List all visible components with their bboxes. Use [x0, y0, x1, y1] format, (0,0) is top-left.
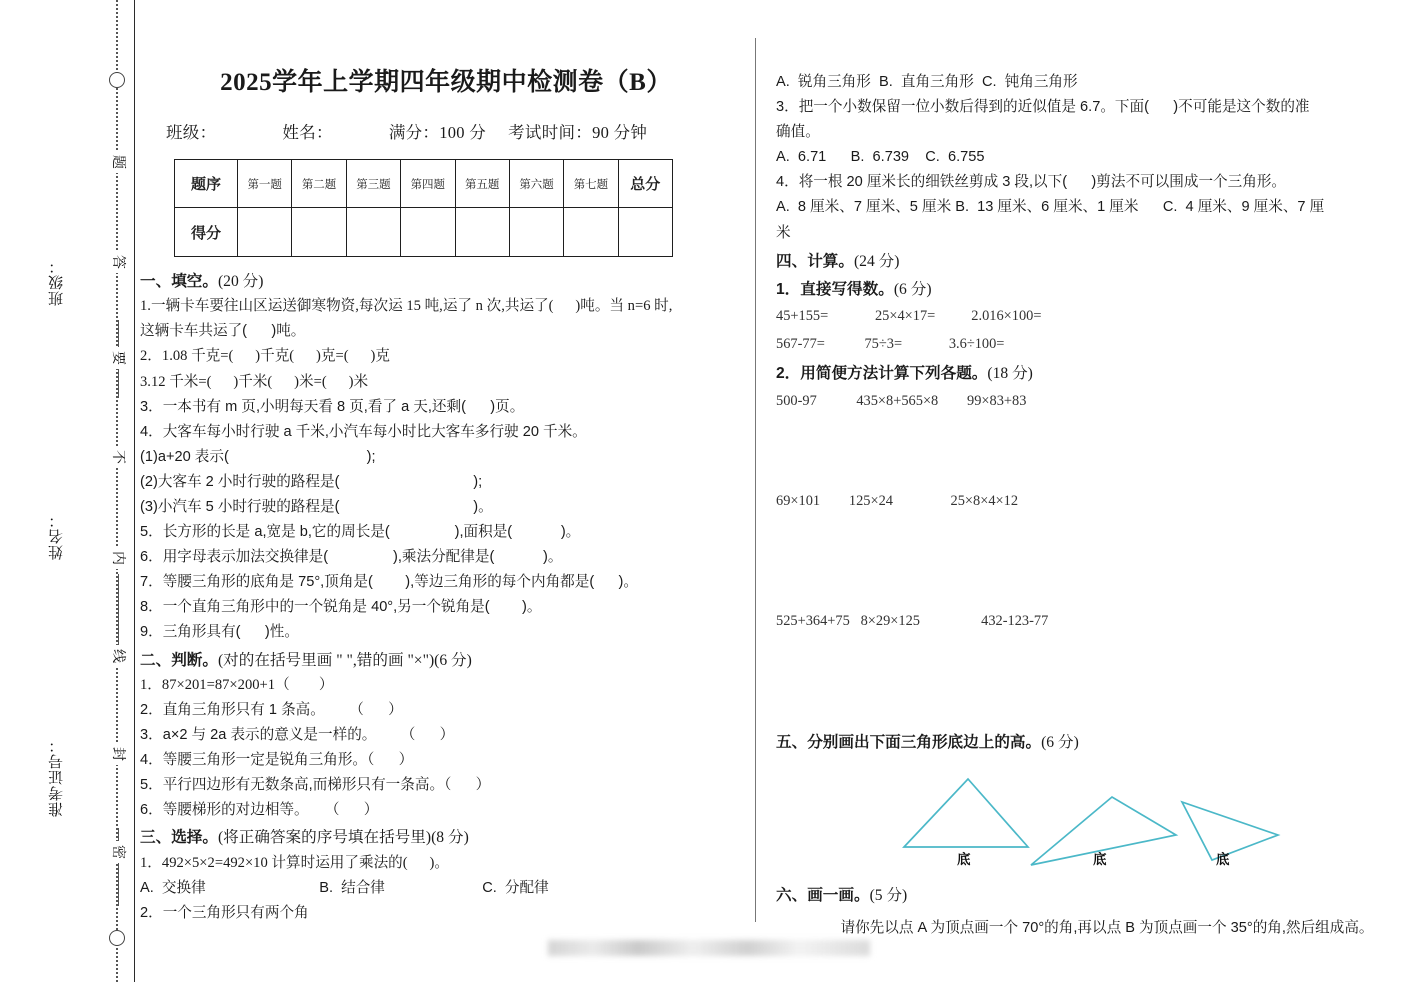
triangle-3	[1182, 802, 1278, 860]
seal-char-bu: 不	[107, 446, 127, 468]
exam-meta-row	[140, 119, 752, 143]
score-table-col-5: 第五题	[455, 160, 509, 208]
seal-char-da: 答	[107, 251, 127, 273]
q2-1: 1．87×201=87×200+1（ ）	[140, 676, 334, 693]
section-4-sub1-points: (6 分)	[893, 280, 932, 298]
seal-char-nei: 内	[107, 547, 127, 569]
calc-simple-row-1: 500-97 435×8+565×8 99×83+83	[776, 392, 1027, 409]
q3-4-options: A. 8 厘米、7 厘米、5 厘米 B. 13 厘米、6 厘米、1 厘米 C. 4 厘米、9 厘米、7 厘	[776, 199, 1325, 216]
q3-2-options: A. 锐角三角形 B. 直角三角形 C. 钝角三角形	[776, 74, 1078, 90]
score-cell-3[interactable]	[346, 208, 400, 257]
q1-4-3: (3)小汽车 5 小时行驶的路程是( )。	[140, 499, 493, 515]
calc-simple-row-2: 69×101 125×24 25×8×4×12	[776, 492, 1019, 509]
section-6-title: 六、画一画。	[776, 887, 870, 905]
score-table-row-header	[175, 160, 673, 208]
triangle-1-base-label: 底	[957, 852, 971, 868]
section-5-points: (6 分)	[1041, 733, 1079, 751]
section-4-points: (24 分)	[853, 252, 900, 270]
score-table-col-7: 第七题	[564, 160, 618, 208]
left-column	[140, 0, 752, 982]
meta-exam-time: 考试时间：90 分钟	[508, 123, 648, 142]
redacted-watermark	[548, 940, 870, 956]
score-table-col-1: 第一题	[238, 160, 292, 208]
section-6-points: (5 分)	[869, 887, 908, 905]
q1-1b: 这辆卡车共运了( )吨。	[140, 323, 306, 340]
left-question-body	[140, 269, 752, 926]
section-3-heading	[140, 825, 752, 850]
score-cell-4[interactable]	[401, 208, 455, 257]
q2-4: 4．等腰三角形一定是锐角三角形。（ ）	[140, 752, 414, 769]
meta-full-score: 满分：100 分	[388, 123, 487, 142]
seal-dashed-line	[116, 0, 118, 982]
score-cell-5[interactable]	[455, 208, 509, 257]
score-table-col-2: 第二题	[292, 160, 346, 208]
section-1-heading	[140, 269, 752, 294]
score-table-row2-head: 得分	[175, 208, 238, 257]
seal-char-yao: 要	[107, 347, 127, 369]
q1-4-1: (1)a+20 表示( );	[140, 448, 376, 465]
section-2-instruction: (对的在括号里画 " ",错的画 "×")(6 分)	[217, 651, 472, 669]
seal-strip	[0, 0, 135, 982]
q1-3: 3．一本书有 m 页,小明每天看 8 页,看了 a 天,还剩( )页。	[140, 398, 525, 415]
q3-1-options: A. 交换律 B. 结合律 C. 分配律	[140, 879, 549, 896]
score-cell-total[interactable]	[618, 208, 672, 257]
q2-6: 6．等腰梯形的对边相等。 （ ）	[140, 802, 379, 819]
section-4-sub2-heading	[776, 361, 1416, 386]
q3-4: 4．将一根 20 厘米长的细铁丝剪成 3 段,以下( )剪法不可以围成一个三角形。	[776, 174, 1287, 191]
section-4-sub1-title: 1．直接写得数。	[776, 280, 894, 298]
q3-4-cont: 米	[776, 224, 791, 241]
q2-2: 2．直角三角形只有 1 条高。 （ ）	[140, 701, 403, 718]
score-table-col-4: 第四题	[401, 160, 455, 208]
q3-1: 1．492×5×2=492×10 计算时运用了乘法的( )。	[140, 854, 449, 871]
q1-4: 4．大客车每小时行驶 a 千米,小汽车每小时比大客车多行驶 20 千米。	[140, 423, 587, 440]
seal-char-feng: 封	[107, 743, 127, 765]
q3-2: 2．一个三角形只有两个角	[140, 904, 309, 921]
calc-work-space-3[interactable]	[776, 635, 1416, 727]
q1-3a: 3.12 千米=( )千米( )米=( )米	[140, 373, 369, 390]
section-4-sub2-title: 2．用简便方法计算下列各题。	[776, 365, 988, 383]
calc-work-space-1[interactable]	[776, 415, 1416, 487]
seal-label-name: 姓名：	[49, 512, 65, 560]
section-4-heading	[776, 249, 1416, 274]
seal-label-group	[46, 0, 92, 982]
seal-label-exam-no: 准考证号：	[49, 737, 65, 817]
triangle-2-base-label: 底	[1093, 852, 1107, 868]
section-4-sub2-points: (18 分)	[987, 365, 1033, 383]
score-table-total-head: 总分	[618, 160, 672, 208]
score-table-col-3: 第三题	[346, 160, 400, 208]
calc-direct-row-2: 567-77= 75÷3= 3.6÷100=	[776, 336, 1005, 353]
score-cell-1[interactable]	[238, 208, 292, 257]
score-cell-7[interactable]	[564, 208, 618, 257]
q1-2: 2．1.08 千克=( )千克( )克=( )克	[140, 348, 390, 365]
seal-dashed-column	[104, 0, 130, 982]
meta-class-label: 班级：	[166, 123, 217, 142]
section-5-heading	[776, 730, 1416, 755]
triangle-1	[904, 779, 1028, 847]
score-cell-2[interactable]	[292, 208, 346, 257]
seal-circle-bottom	[109, 930, 125, 946]
q2-3: 3．a×2 与 2a 表示的意义是一样的。 （ ）	[140, 727, 455, 743]
section-3-instruction: (将正确答案的序号填在括号里)(8 分)	[217, 829, 469, 847]
page-title: 2025学年上学期四年级期中检测卷（B）	[220, 69, 672, 96]
section-1-title: 一、填空。	[140, 273, 218, 290]
q3-3-cont: 确值。	[776, 124, 820, 141]
score-table	[174, 159, 673, 257]
right-column	[776, 0, 1416, 982]
q1-6: 6．用字母表示加法交换律是( ),乘法分配律是( )。	[140, 549, 563, 566]
section-6-prompt: 请你先以点 A 为顶点画一个 70°的角,再以点 B 为顶点画一个 35°的角,然后组成高。	[840, 920, 1374, 937]
section-2-title: 二、判断。	[140, 651, 218, 669]
score-table-row-scores	[175, 208, 673, 257]
calc-simple-row-3: 525+364+75 8×29×125 432-123-77	[776, 612, 1049, 629]
score-table-col-6: 第六题	[509, 160, 563, 208]
calc-direct-row-1: 45+155= 25×4×17= 2.016×100=	[776, 308, 1042, 325]
section-6-heading	[776, 883, 1416, 908]
triangle-3-base-label: 底	[1216, 852, 1230, 868]
q1-7: 7．等腰三角形的底角是 75°,顶角是( ),等边三角形的每个内角都是( )。	[140, 574, 638, 591]
q1-9: 9．三角形具有( )性。	[140, 624, 299, 641]
seal-circle-top	[109, 72, 125, 88]
score-cell-6[interactable]	[509, 208, 563, 257]
q1-5: 5．长方形的长是 a,宽是 b,它的周长是( ),面积是( )。	[140, 524, 581, 541]
q2-5: 5．平行四边形有无数条高,而梯形只有一条高。（ ）	[140, 777, 491, 794]
q1-8: 8．一个直角三角形中的一个锐角是 40°,另一个锐角是( )。	[140, 599, 542, 616]
q1-4-2: (2)大客车 2 小时行驶的路程是( );	[140, 473, 483, 490]
q3-3: 3．把一个小数保留一位小数后得到的近似值是 6.7。下面( )不可能是这个数的准	[776, 99, 1310, 116]
seal-char-mi: 密	[107, 841, 127, 863]
triangle-figures	[776, 759, 1416, 877]
seal-char-xian: 线	[107, 645, 127, 667]
section-2-heading	[140, 648, 752, 673]
seal-divider-line	[134, 0, 135, 982]
score-table-row1-head: 题序	[175, 160, 238, 208]
seal-char-ti: 题	[107, 151, 127, 173]
section-3-title: 三、选择。	[140, 829, 218, 847]
calc-work-space-2[interactable]	[776, 515, 1416, 607]
right-question-body	[776, 0, 1416, 942]
seal-label-class: 班级：	[49, 258, 65, 306]
meta-name-label: 姓名：	[282, 123, 333, 142]
section-4-sub1-heading	[776, 277, 1416, 302]
section-5-title: 五、分别画出下面三角形底边上的高。	[776, 733, 1042, 751]
q1-1: 1.一辆卡车要往山区运送御寒物资,每次运 15 吨,运了 n 次,共运了( )吨。当 n=6 时,	[140, 298, 673, 315]
section-1-points: (20 分)	[217, 273, 264, 290]
section-4-title: 四、计算。	[776, 252, 854, 270]
column-divider	[755, 38, 756, 922]
q3-3-options: A. 6.71 B. 6.739 C. 6.755	[776, 149, 985, 166]
